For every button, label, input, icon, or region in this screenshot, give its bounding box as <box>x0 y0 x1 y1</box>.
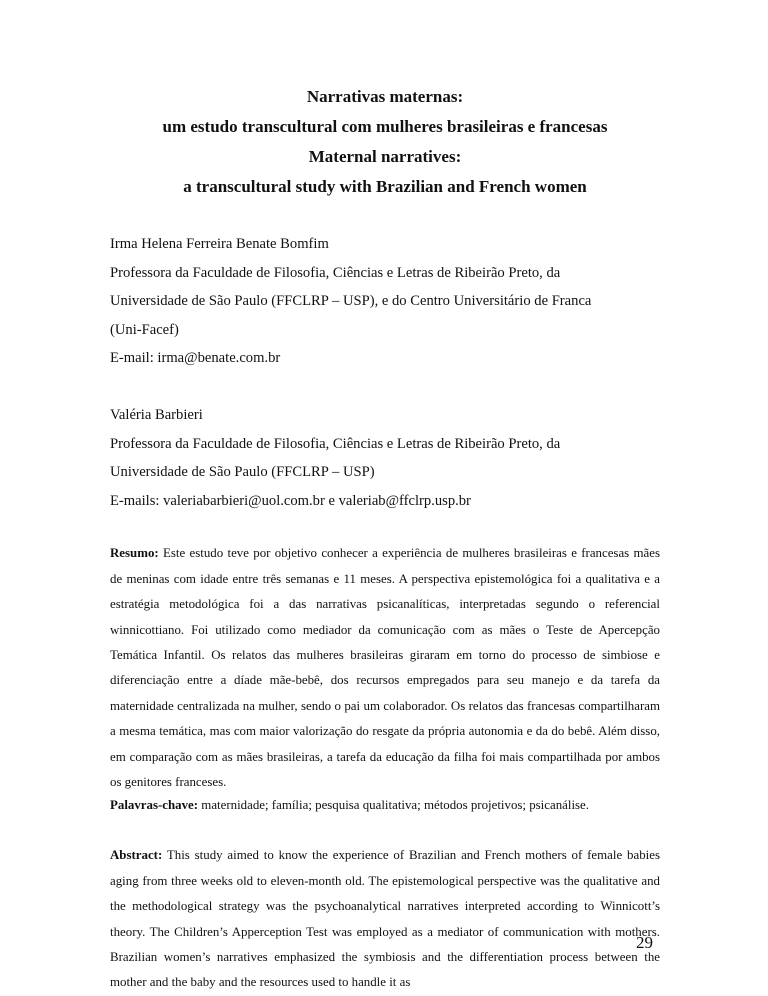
resumo-label: Resumo: <box>110 546 159 561</box>
author-affiliation-line: Professora da Faculdade de Filosofia, Ciências e Letras de Ribeirão Preto, da <box>110 435 561 452</box>
author-block-1 <box>110 230 660 373</box>
keywords-label: Palavras-chave: <box>110 798 199 813</box>
title-portuguese: Narrativas maternas: <box>306 87 464 106</box>
abstract-paragraph <box>110 843 660 995</box>
subtitle-portuguese: um estudo transcultural com mulheres brasileiras e francesas <box>162 117 608 136</box>
author-name: Irma Helena Ferreira Benate Bomfim <box>110 236 329 252</box>
subtitle-english: a transcultural study with Brazilian and French women <box>183 177 587 196</box>
abstract-text: This study aimed to know the experience of Brazilian and French mothers of female babies aging from three weeks old to eleven-month old. The epistemological perspective was the qualitative and the methodological strategy was the psychoanalytical narratives interpreted according to Winnicott’s theory. The Children’s Apperception Test was employed as a mediator of communication with mothers. Brazilian women’s narratives emphasized the symbiosis and the differentiation process between the mother and the baby and the resources used to handle it as <box>110 848 660 990</box>
author-affiliation-line: Professora da Faculdade de Filosofia, Ciências e Letras de Ribeirão Preto, da <box>110 264 561 281</box>
abstract-label: Abstract: <box>110 848 163 863</box>
author-email: E-mail: irma@benate.com.br <box>110 350 281 367</box>
author-block-2 <box>110 401 660 515</box>
author-name: Valéria Barbieri <box>110 406 203 423</box>
author-affiliation-line: Universidade de São Paulo (FFCLRP – USP) <box>110 464 375 481</box>
resumo-paragraph <box>110 541 660 795</box>
keywords-text: maternidade; família; pesquisa qualitativa; métodos projetivos; psicanálise. <box>198 798 589 813</box>
keywords-line <box>110 795 660 815</box>
author-email: E-mails: valeriabarbieri@uol.com.br e valeriab@ffclrp.usp.br <box>110 492 471 509</box>
resumo-text: Este estudo teve por objetivo conhecer a experiência de mulheres brasileiras e francesas mães de meninas com idade entre três semanas e 11 meses. A perspectiva epistemológica foi a qualitativa e a estratégia metodológica foi a das narrativas psicanalíticas, interpretadas segundo o referencial winnicottiano. Foi utilizado como mediador da comunicação com as mães o Teste de Apercepção Temática Infantil. Os relatos das mulheres brasileiras giraram em torno do processo de simbiose e diferenciação entre a díade mãe-bebê, dos recursos empregados para seu manejo e da tarefa da maternidade centralizada na mulher, sendo o pai um colaborador. Os relatos das francesas compartilharam a mesma temática, mas com maior valorização do resgate da própria autonomia e da do bebê. Além disso, em comparação com as mães brasileiras, a tarefa da educação da filha foi mais compartilhada por ambos os genitores franceses. <box>110 546 660 789</box>
author-affiliation-line: (Uni-Facef) <box>110 321 179 338</box>
title-english: Maternal narratives: <box>308 147 462 166</box>
title-block <box>110 82 660 202</box>
author-affiliation-line: Universidade de São Paulo (FFCLRP – USP), e do Centro Universitário de Franca <box>110 293 592 310</box>
page-number: 29 <box>636 933 653 952</box>
document-page <box>110 82 660 996</box>
